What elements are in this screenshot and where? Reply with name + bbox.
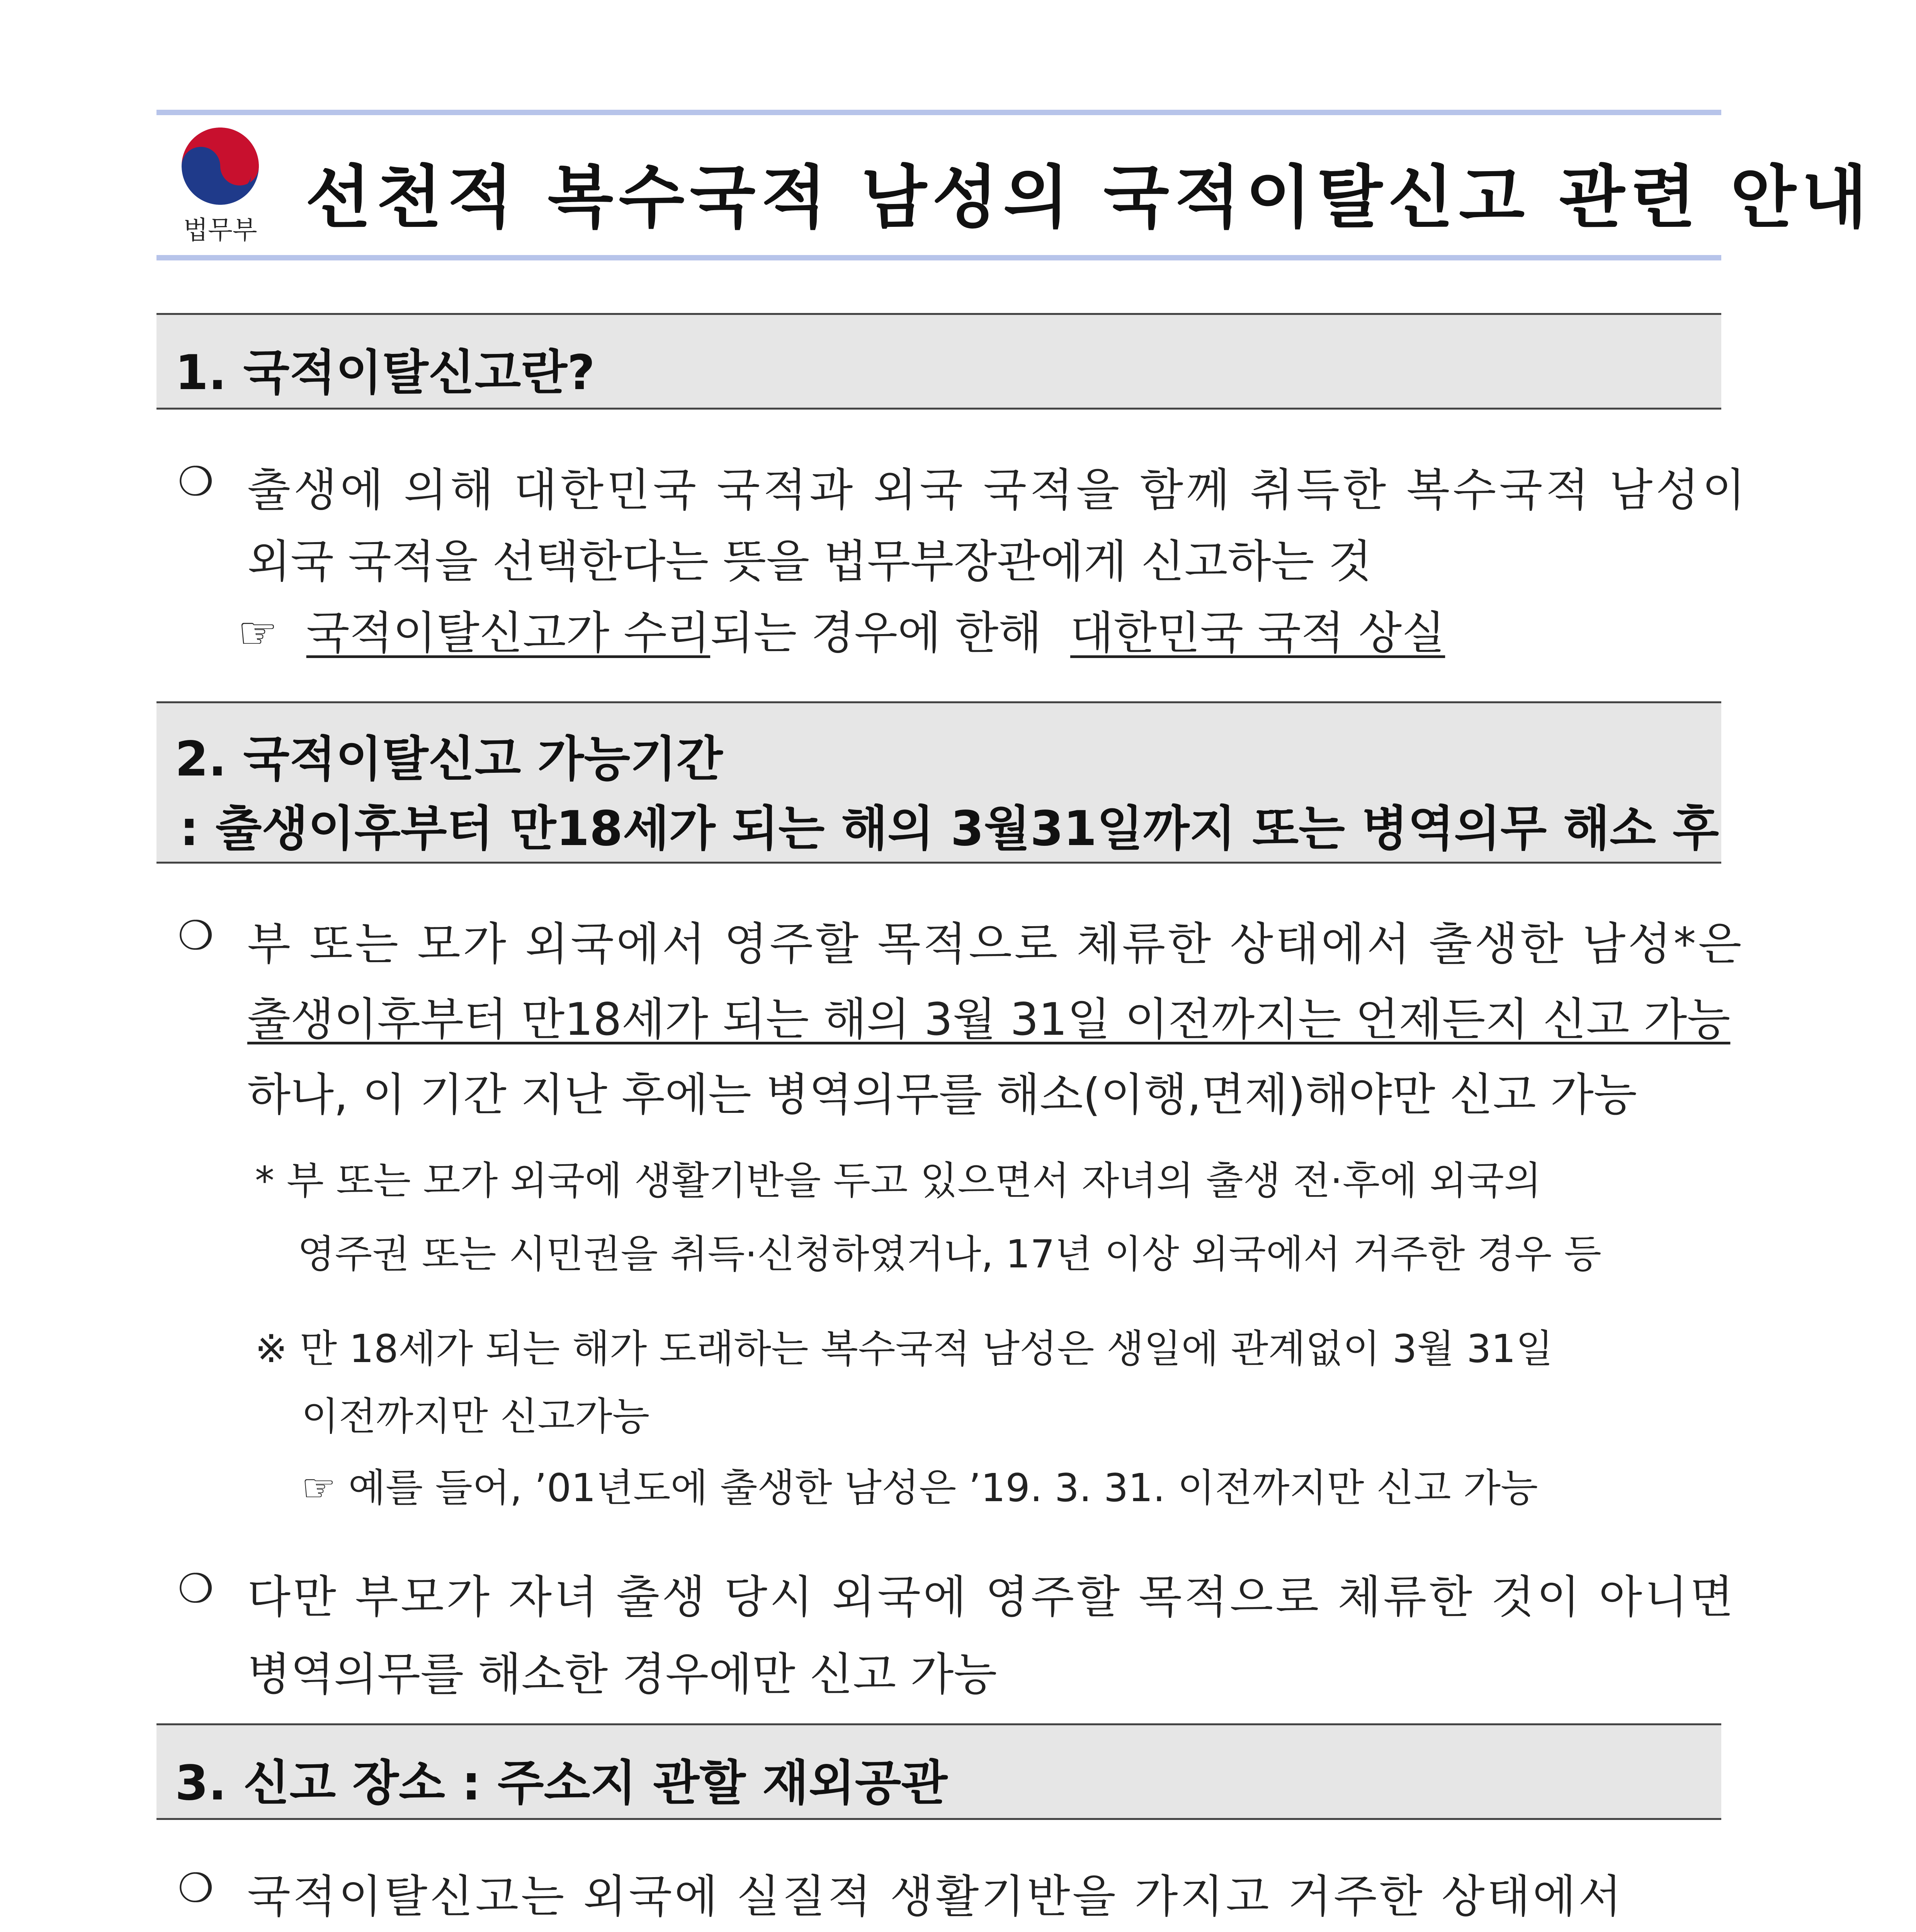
section-1-heading-bar [156,313,1721,410]
section-3-heading: 3. 신고 장소 : 주소지 관할 재외공관 [175,1755,948,1811]
section-1-line-1: 출생에 의해 대한민국 국적과 외국 국적을 함께 취득한 복수국적 남성이 [247,464,1749,516]
section-2-b2-line-1: 다만 부모가 자녀 출생 당시 외국에 영주할 목적으로 체류한 것이 아니면 [247,1571,1736,1623]
section-2-heading-line-1: 2. 국적이탈신고 가능기간 [175,731,723,787]
loss-of-korean-nationality: 대한민국 국적 상실 [1070,607,1445,659]
section-1-heading: 1. 국적이탈신고란? [175,345,595,401]
bullet-icon: ❍ [178,912,214,959]
taegeuk-icon [182,128,259,205]
section-2-ref-note-line-1: ※ 만 18세가 되는 해가 도래하는 복수국적 남성은 생일에 관계없이 3월 31일 [255,1326,1553,1371]
section-2-ref-note-line-2: 이전까지만 신고가능 [301,1394,650,1439]
logo-text: 법무부 [183,215,257,245]
section-3-line-1: 국적이탈신고는 외국에 실질적 생활기반을 가지고 거주한 상태에서 [247,1871,1624,1923]
bullet-icon: ❍ [178,1864,214,1912]
bullet-icon: ❍ [178,458,214,505]
section-2-b1-line-2: 출생이후부터 만18세가 되는 해의 3월 31일 이전까지는 언제든지 신고 가능 [247,993,1731,1046]
section-2-ref-note-line-3: ☞ 예를 들어, ’01년도에 출생한 남성은 ’19. 3. 31. 이전까지만 신고 가능 [301,1465,1538,1510]
section-2-star-note-line-1: * 부 또는 모가 외국에 생활기반을 두고 있으면서 자녀의 출생 전·후에 외국의 [255,1158,1542,1203]
section-2-b1-line-3: 하나, 이 기간 지난 후에는 병역의무를 해소(이행,면제)해야만 신고 가능 [247,1069,1637,1121]
section-2-b1-line-1: 부 또는 모가 외국에서 영주할 목적으로 체류한 상태에서 출생한 남성*은 [247,918,1744,970]
bullet-icon: ❍ [178,1565,214,1612]
section-1-line-2-text: 외국 국적을 선택한다는 뜻을 법무부장관에게 신고하는 것 [247,536,1372,588]
header-top-rule [156,110,1721,115]
page-title: 선천적 복수국적 남성의 국적이탈신고 관련 안내 [305,158,1873,237]
section-2-heading-bar [156,701,1721,864]
nationality-renunciation-accepted: 국적이탈신고가 수리 [306,607,711,659]
section-1-line-3 [238,597,1445,662]
section-2-b2-line-2: 병역의무를 해소한 경우에만 신고 가능 [247,1648,997,1701]
section-2-heading-line-2: : 출생이후부터 만18세가 되는 해의 3월31일까지 또는 병역의무 해소 후 [180,801,1719,857]
section-1-line-3-mid: 되는 경우에 한해 [710,607,1042,659]
ministry-logo [176,128,265,246]
section-2-star-note-line-2: 영주권 또는 시민권을 취득·신청하였거나, 17년 이상 외국에서 거주한 경우 등 [298,1231,1601,1277]
section-3-heading-bar [156,1723,1721,1820]
header-bottom-rule [156,255,1721,260]
pointing-hand-icon: ☞ [238,607,278,659]
section-1-line-2 [247,526,1372,590]
